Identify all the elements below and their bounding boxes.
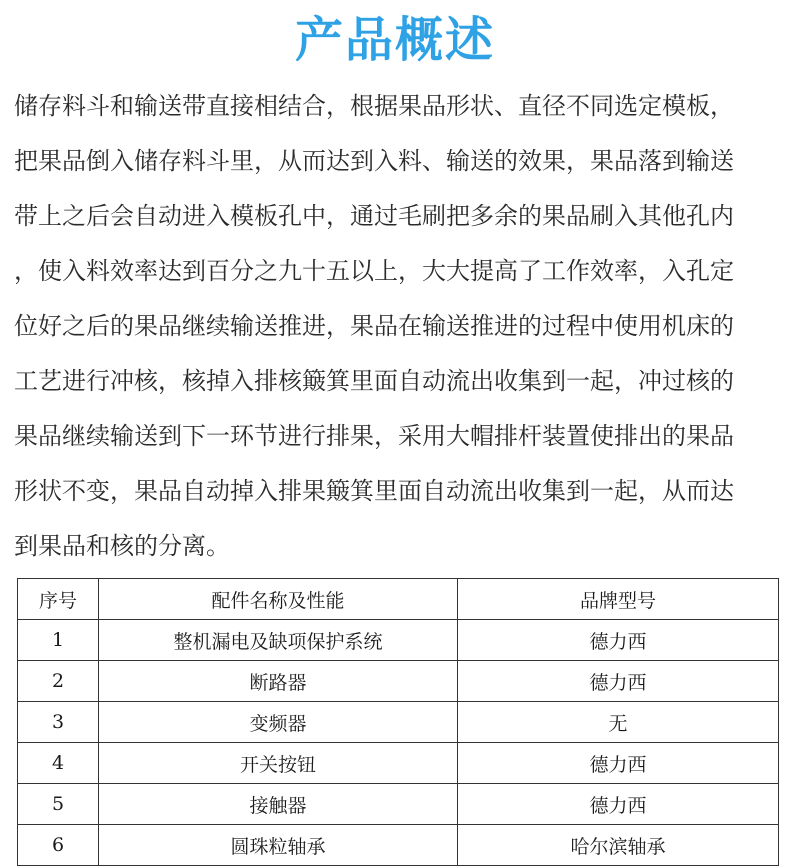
- cell-part-name: 变频器: [99, 702, 458, 743]
- parts-table: [17, 578, 779, 866]
- description-line: 储存料斗和输送带直接相结合，根据果品形状、直径不同选定模板，: [14, 92, 734, 120]
- table-row: [18, 620, 779, 661]
- cell-index: 5: [18, 784, 99, 825]
- description-line: 把果品倒入储存料斗里，从而达到入料、输送的效果，果品落到输送: [14, 147, 734, 175]
- cell-part-name: 整机漏电及缺项保护系统: [99, 620, 458, 661]
- description-line: 位好之后的果品继续输送推进，果品在输送推进的过程中使用机床的: [14, 312, 734, 340]
- cell-index: 1: [18, 620, 99, 661]
- product-description: [14, 79, 780, 574]
- cell-brand: 德力西: [458, 743, 779, 784]
- description-line: 形状不变，果品自动掉入排果簸箕里面自动流出收集到一起，从而达: [14, 477, 734, 505]
- cell-index: 4: [18, 743, 99, 784]
- page-title: 产品概述: [294, 12, 495, 68]
- header-brand: 品牌型号: [458, 579, 779, 620]
- table-header-row: [18, 579, 779, 620]
- description-line: 到果品和核的分离。: [14, 532, 230, 560]
- description-line: ，使入料效率达到百分之九十五以上，大大提高了工作效率，入孔定: [14, 257, 734, 285]
- cell-brand: 哈尔滨轴承: [458, 825, 779, 866]
- description-line: 带上之后会自动进入模板孔中，通过毛刷把多余的果品刷入其他孔内: [14, 202, 734, 230]
- cell-index: 6: [18, 825, 99, 866]
- table-row: [18, 784, 779, 825]
- cell-part-name: 断路器: [99, 661, 458, 702]
- cell-index: 2: [18, 661, 99, 702]
- table-row: [18, 825, 779, 866]
- description-line: 果品继续输送到下一环节进行排果，采用大帽排杆装置使排出的果品: [14, 422, 734, 450]
- table-row: [18, 661, 779, 702]
- header-part-name: 配件名称及性能: [99, 579, 458, 620]
- table-row: [18, 702, 779, 743]
- cell-part-name: 开关按钮: [99, 743, 458, 784]
- header-index: 序号: [18, 579, 99, 620]
- description-line: 工艺进行冲核，核掉入排核簸箕里面自动流出收集到一起，冲过核的: [14, 367, 734, 395]
- cell-brand: 无: [458, 702, 779, 743]
- cell-brand: 德力西: [458, 661, 779, 702]
- cell-brand: 德力西: [458, 784, 779, 825]
- table-row: [18, 743, 779, 784]
- cell-part-name: 接触器: [99, 784, 458, 825]
- cell-part-name: 圆珠粒轴承: [99, 825, 458, 866]
- cell-brand: 德力西: [458, 620, 779, 661]
- cell-index: 3: [18, 702, 99, 743]
